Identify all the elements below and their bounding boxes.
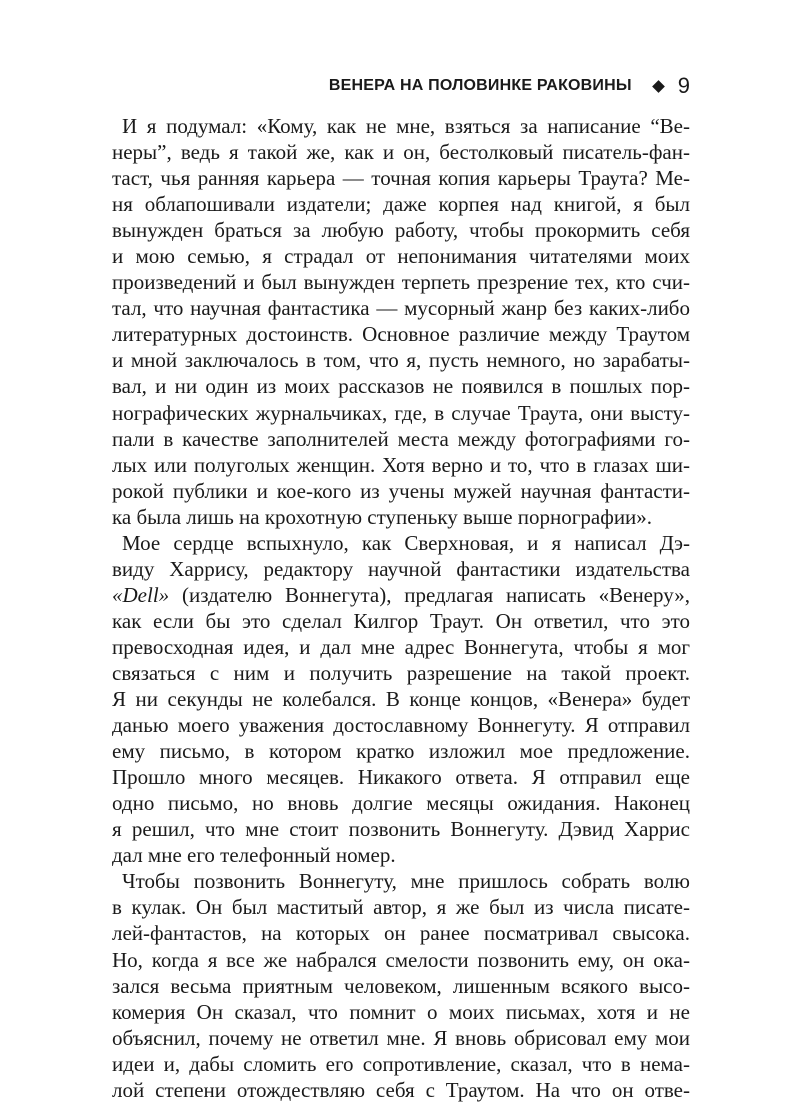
text-line: объяснил, почему не ответил мне. Я вновь обрисовал ему мои xyxy=(112,1025,690,1050)
text-line: идеи и, дабы сломить его сопротивление, сказал, что в нема- xyxy=(112,1051,690,1076)
text-line: Чтобы позвонить Воннегуту, мне пришлось собрать волю xyxy=(122,869,690,894)
text-line: в кулак. Он был маститый автор, я же был из числа писате- xyxy=(112,895,690,920)
text-line: вал, и ни один из моих рассказов не появился в пошлых пор- xyxy=(112,374,690,399)
page-number: 9 xyxy=(677,73,690,98)
text-line: таст, чья ранняя карьера — точная копия карьеры Траута? Ме- xyxy=(112,166,690,191)
text-line: и мной заключалось в том, что я, пусть немного, но зарабаты- xyxy=(112,348,690,373)
text-line: неры”, ведь я такой же, как и он, бестолковый писатель-фан- xyxy=(112,140,690,165)
text-line: литературных достоинств. Основное различие между Траутом xyxy=(112,322,690,347)
text-line-with-italic xyxy=(112,582,690,608)
text-line: ня облапошивали издатели; даже корпея над книгой, я был xyxy=(112,192,690,217)
text-line: Я ни секунды не колебался. В конце концов, «Венера» будет xyxy=(112,687,690,712)
text-line: виду Харрису, редактору научной фантастики издательства xyxy=(112,556,690,581)
text-line: и мою семью, я страдал от непонимания читателями моих xyxy=(112,244,690,269)
text-line: одно письмо, но вновь долгие месяцы ожидания. Наконец xyxy=(112,791,690,816)
text-line: Мое сердце вспыхнуло, как Сверхновая, и я написал Дэ- xyxy=(122,530,690,555)
text-line: ему письмо, в котором кратко изложил мое предложение. xyxy=(112,739,690,764)
running-header xyxy=(110,73,690,99)
text-line: данью моего уважения достославному Воннегуту. Я отправил xyxy=(112,713,690,738)
diamond-icon xyxy=(652,80,665,93)
text-line: дал мне его телефонный номер. xyxy=(112,843,396,868)
text-line: вынужден браться за любую работу, чтобы прокормить себя xyxy=(112,218,690,243)
publisher-name: «Dell» xyxy=(112,582,170,607)
text-line: я решил, что мне стоит позвонить Воннегуту. Дэвид Харрис xyxy=(112,817,690,842)
text-line: как если бы это сделал Килгор Траут. Он ответил, что это xyxy=(112,608,690,633)
text-line: превосходная идея, и дал мне адрес Воннегута, чтобы я мог xyxy=(112,634,690,659)
text-line: нографических журнальчиках, где, в случае Траута, они высту- xyxy=(112,400,690,425)
text-line: лых или полуголых женщин. Хотя верно и то, что в глазах ши- xyxy=(112,452,690,477)
text-line: Прошло много месяцев. Никакого ответа. Я отправил еще xyxy=(112,765,690,790)
text-line: пали в качестве заполнителей места между фотографиями го- xyxy=(112,426,690,451)
text-fragment: (издателю Воннегута), предлагая написать «Венеру», xyxy=(181,582,690,607)
text-line: рокой публики и кое-кого из учены мужей научная фантасти- xyxy=(112,478,690,503)
text-line: ка была лишь на крохотную ступеньку выше порнографии». xyxy=(112,504,653,529)
text-line: Но, когда я все же набрался смелости позвонить ему, он ока- xyxy=(112,947,690,972)
text-line: лой степени отождествляю себя с Траутом. На что он отве- xyxy=(112,1077,690,1102)
text-line: лей-фантастов, на которых он ранее посматривал свысока. xyxy=(112,921,690,946)
running-title: ВЕНЕРА НА ПОЛОВИНКЕ РАКОВИНЫ xyxy=(328,77,632,94)
text-line: И я подумал: «Кому, как не мне, взяться за написание “Ве- xyxy=(122,114,690,138)
text-line: произведений и был вынужден терпеть презрение тех, кто счи- xyxy=(112,270,690,295)
body-text xyxy=(112,113,690,1103)
text-line: связаться с ним и получить разрешение на такой проект. xyxy=(112,660,690,685)
text-line: комерия Он сказал, что помнит о моих письмах, хотя и не xyxy=(112,999,690,1024)
text-line: зался весьма приятным человеком, лишенным всякого высо- xyxy=(112,973,690,998)
text-line: тал, что научная фантастика — мусорный жанр без каких-либо xyxy=(112,296,690,321)
